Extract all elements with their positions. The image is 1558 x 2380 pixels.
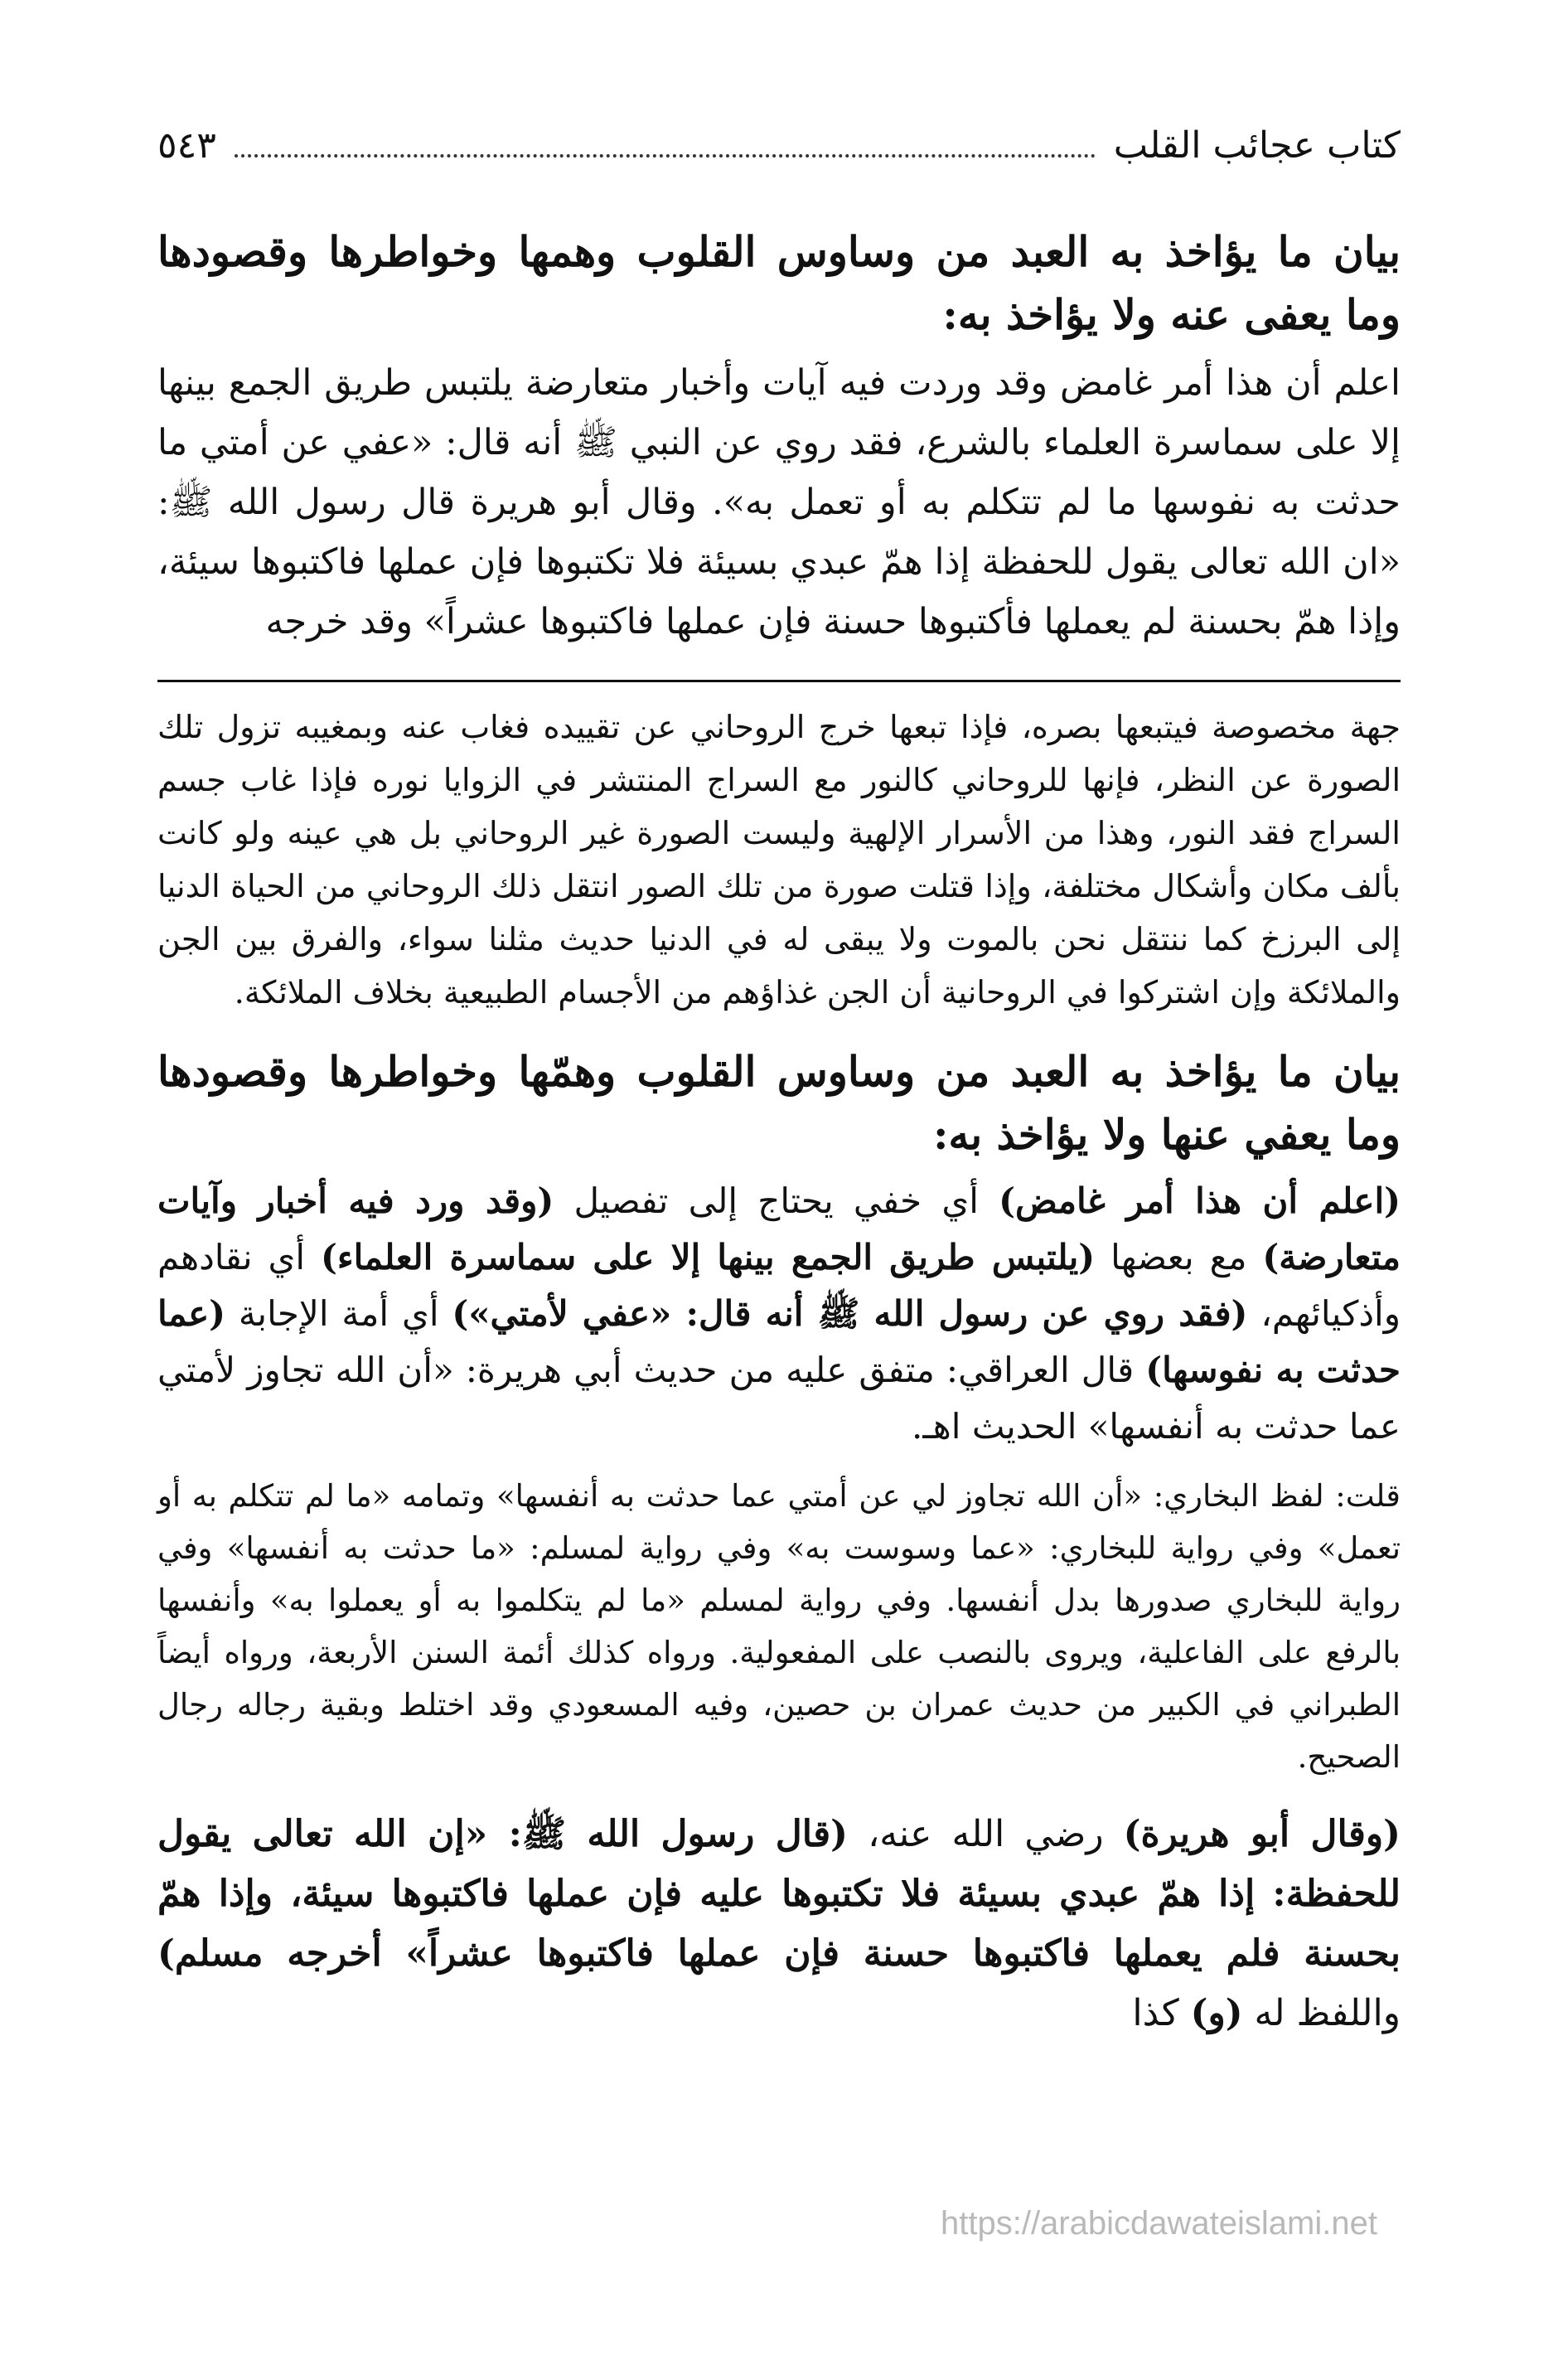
quoted-phrase: (عما حدثت به نفوسها) — [157, 1293, 1401, 1390]
book-page — [157, 124, 1401, 2296]
text-footnote-divider — [157, 680, 1401, 682]
quoted-phrase: (وقد ورد فيه أخبار وآيات متعارضة) — [157, 1180, 1401, 1277]
commentary-text: مع بعضها — [1095, 1237, 1263, 1277]
quoted-phrase: (و) — [1190, 1992, 1243, 2034]
note-section — [157, 1470, 1401, 1783]
running-header — [157, 124, 1401, 199]
note-paragraph: قلت: لفظ البخاري: «أن الله تجاوز لي عن أمتي عما حدثت به أنفسها» وتمامه «ما لم تتكلم به أو تعمل» وفي رواية للبخاري: «عما وسوست به» وفي رواية لمسلم: «ما حدثت به أنفسها» وفي رواية للبخاري صدورها بدل أنفسها. وفي رواية لمسلم «ما لم يتكلموا به أو يعملوا به» وأنفسها بالرفع على الفاعلية، ويروى بالنصب على المفعولية. ورواه كذلك أئمة السنن الأربعة، ورواه أيضاً الطبراني في الكبير من حديث عمران بن حصين، وفيه المسعودي وقد اختلط وبقية رجاله رجال الصحيح. — [157, 1478, 1401, 1775]
main-paragraph: اعلم أن هذا أمر غامض وقد وردت فيه آيات وأخبار متعارضة يلتبس طريق الجمع بينها إلا على سماسرة العلماء بالشرع، فقد روي عن النبي ﷺ أنه قال: «عفي عن أمتي ما حدثت به نفوسها ما لم تتكلم به أو تعمل به». وقال أبو هريرة قال رسول الله ﷺ: «ان الله تعالى يقول للحفظة إذا همّ عبدي بسيئة فلا تكتبوها فإن عملها فاكتبوها سيئة، وإذا همّ بحسنة لم يعملها فأكتبوها حسنة فإن عملها فاكتبوها عشراً» وقد خرجه — [157, 362, 1401, 642]
quoted-phrase: (يلتبس طريق الجمع بينها إلا على سماسرة العلماء) — [320, 1237, 1096, 1277]
watermark-url: https://arabicdawateislami.net — [941, 2205, 1377, 2242]
commentary-text: أي أمة الإجابة — [225, 1293, 452, 1334]
footnote-section — [157, 700, 1401, 1019]
commentary-paragraph — [157, 1173, 1401, 1455]
commentary-text: واللفظ له — [1242, 1992, 1401, 2034]
hadith-commentary-paragraph — [157, 1805, 1401, 2043]
footnote-paragraph: جهة مخصوصة فيتبعها بصره، فإذا تبعها خرج الروحاني عن تقييده فغاب عنه وبمغيبه تزول تلك الصورة عن النظر، فإنها للروحاني كالنور مع السراج المنتشر في الزوايا نوره فإذا غاب جسم السراج فقد النور، وهذا من الأسرار الإلهية وليست الصورة غير الروحاني بل هي عينه ولو كانت بألف مكان وأشكال مختلفة، وإذا قتلت صورة من تلك الصور انتقل ذلك الروحاني من الحياة الدنيا إلى البرزخ كما ننتقل نحن بالموت ولا يبقى له في الدنيا حديث مثلنا سواء، والفرق بين الجن والملائكة وإن اشتركوا في الروحانية أن الجن غذاؤهم من الأجسام الطبيعية بخلاف الملائكة. — [157, 709, 1401, 1011]
quoted-phrase: (اعلم أن هذا أمر غامض) — [999, 1180, 1401, 1221]
commentary-text: قال العراقي: متفق عليه من حديث أبي هريرة: «أن الله تجاوز لأمتي عما حدثت به أنفسها» الحديث اهـ. — [157, 1350, 1401, 1447]
main-section-heading: بيان ما يؤاخذ به العبد من وساوس القلوب وهمها وخواطرها وقصودها وما يعفى عنه ولا يؤاخذ به: — [157, 227, 1401, 339]
quoted-phrase: (وقال أبو هريرة) — [1123, 1813, 1401, 1855]
running-title: كتاب عجائب القلب — [1113, 124, 1401, 167]
main-text-section — [157, 221, 1401, 652]
commentary-heading: بيان ما يؤاخذ به العبد من وساوس القلوب وهمّها وخواطرها وقصودها وما يعفي عنها ولا يؤاخذ به: — [157, 1047, 1401, 1159]
hadith-commentary-section — [157, 1805, 1401, 2043]
commentary-text: كذا — [1132, 1992, 1191, 2034]
commentary-text: أي نقادهم وأذكيائهم، — [157, 1237, 1401, 1334]
commentary-text: رضي الله عنه، — [848, 1813, 1124, 1855]
page-number: ٥٤٣ — [157, 124, 216, 167]
commentary-text: أي خفي يحتاج إلى تفصيل — [554, 1180, 999, 1221]
quoted-phrase: (فقد روي عن رسول الله ﷺ أنه قال: «عفي لأمتي») — [452, 1293, 1248, 1334]
header-dotted-leader — [235, 154, 1096, 158]
quoted-phrase: (قال رسول الله ﷺ: «إن الله تعالى يقول للحفظة: إذا همّ عبدي بسيئة فلا تكتبوها عليه فإن عملها فاكتبوها سيئة، وإذا همّ بحسنة فلم يعملها فاكتبوها حسنة فإن عملها فاكتبوها عشراً» أخرجه مسلم) — [157, 1813, 1401, 1975]
commentary-section — [157, 1040, 1401, 1455]
